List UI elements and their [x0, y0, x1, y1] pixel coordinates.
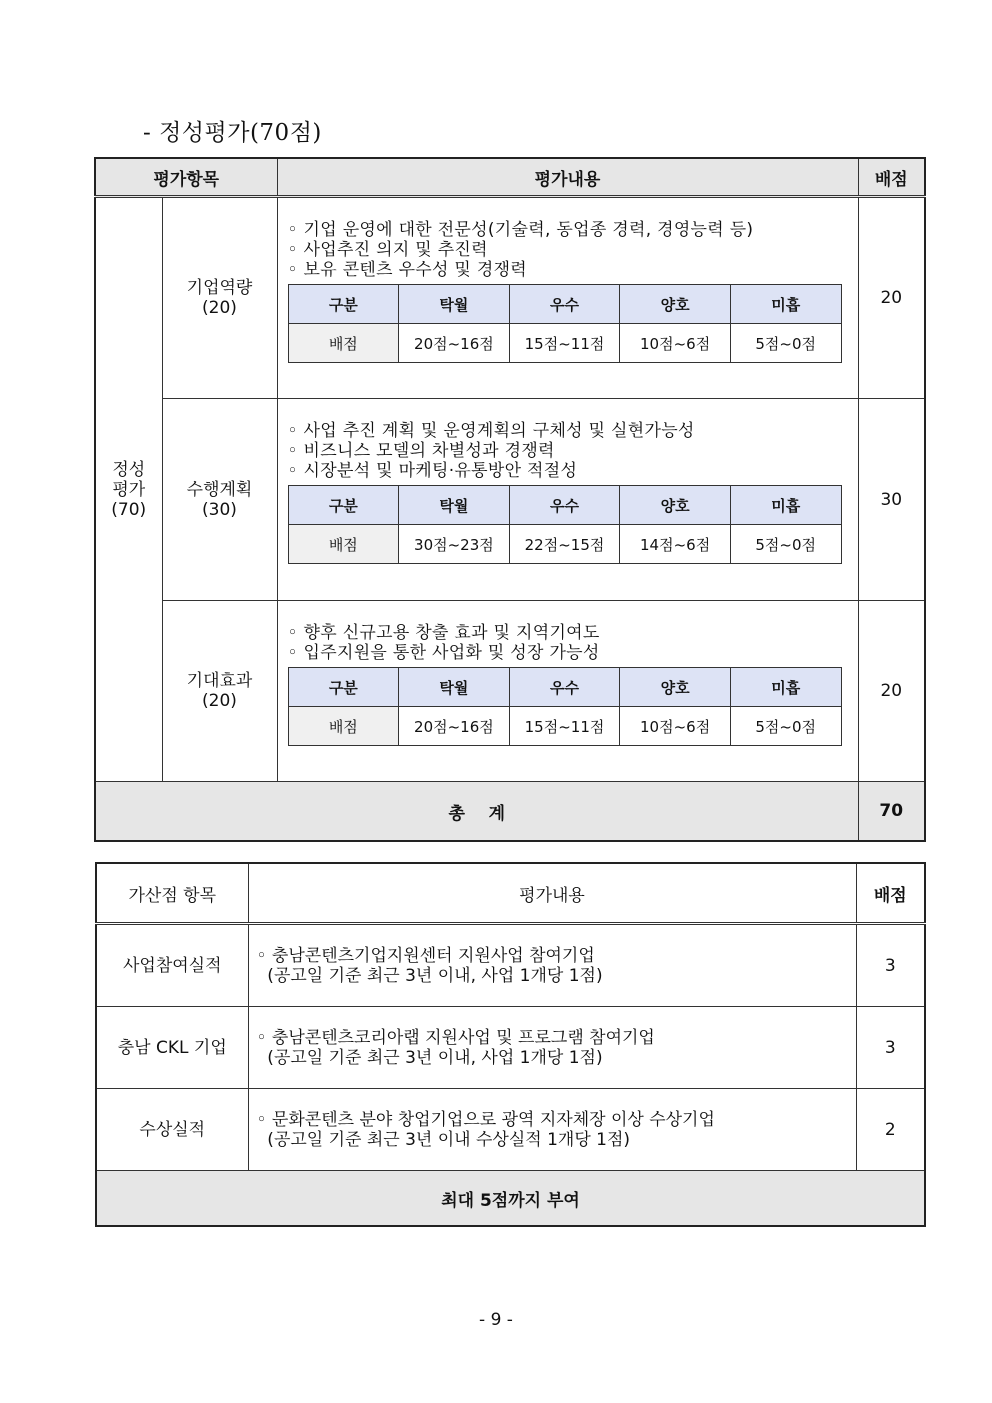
grade-value-cell: 10점~6점 — [620, 707, 731, 746]
grade-table — [288, 667, 842, 746]
criterion-name: 수행계획 (30) — [162, 399, 277, 601]
grade-header-cell: 탁월 — [399, 486, 510, 525]
bullet-item: ◦ 향후 신규고용 창출 효과 및 지역기여도 — [287, 623, 600, 643]
grade-header-cell: 구분 — [288, 486, 399, 525]
grade-header-cell: 우수 — [509, 285, 620, 324]
criterion-content — [277, 197, 858, 399]
header-content: 평가내용 — [277, 158, 858, 197]
criterion-score: 20 — [858, 197, 925, 399]
bullet-item: ◦ 비즈니스 모델의 차별성과 경쟁력 — [287, 441, 555, 461]
qualitative-evaluation-table — [94, 157, 926, 842]
grade-value-cell: 22점~15점 — [509, 525, 620, 564]
bonus-header-item: 가산점 항목 — [96, 863, 248, 924]
bullet-item: ◦ 입주지원을 통한 사업화 및 성장 가능성 — [287, 643, 600, 663]
section-heading: - 정성평가(70점) — [143, 120, 322, 146]
grade-header-cell: 양호 — [620, 668, 731, 707]
bonus-score: 2 — [856, 1089, 925, 1171]
grade-value-cell: 30점~23점 — [399, 525, 510, 564]
grade-header-cell: 미흡 — [730, 285, 841, 324]
grade-value-cell: 14점~6점 — [620, 525, 731, 564]
bullet-item: ◦ 사업추진 의지 및 추진력 — [287, 240, 488, 260]
bullet-item: ◦ 사업 추진 계획 및 운영계획의 구체성 및 실현가능성 — [287, 421, 695, 441]
grade-value-cell: 배점 — [288, 525, 399, 564]
bullet-item: ◦ 시장분석 및 마케팅·유통방안 적절성 — [287, 461, 578, 481]
criterion-name: 기대효과 (20) — [162, 601, 277, 782]
header-score: 배점 — [858, 158, 925, 197]
page-number: - 9 - — [479, 1310, 513, 1330]
bonus-points-table — [95, 862, 926, 1227]
grade-header-cell: 미흡 — [730, 668, 841, 707]
grade-header-cell: 양호 — [620, 486, 731, 525]
bonus-description: ◦ 충남콘텐츠기업지원센터 지원사업 참여기업 (공고일 기준 최근 3년 이내, 사업 1개당 1점) — [248, 924, 856, 1007]
grade-header-cell: 양호 — [620, 285, 731, 324]
grade-value-cell: 20점~16점 — [399, 324, 510, 363]
grade-header-cell: 탁월 — [399, 668, 510, 707]
bullet-item: ◦ 보유 콘텐츠 우수성 및 경쟁력 — [287, 260, 528, 280]
total-score: 70 — [858, 782, 925, 842]
total-label: 총 계 — [95, 782, 858, 842]
bullet-item: ◦ 기업 운영에 대한 전문성(기술력, 동업종 경력, 경영능력 등) — [287, 220, 754, 240]
grade-header-cell: 탁월 — [399, 285, 510, 324]
grade-value-cell: 배점 — [288, 324, 399, 363]
criterion-score: 20 — [858, 601, 925, 782]
grade-value-cell: 15점~11점 — [509, 324, 620, 363]
bonus-score: 3 — [856, 924, 925, 1007]
bonus-item: 충남 CKL 기업 — [96, 1007, 248, 1089]
bonus-item: 수상실적 — [96, 1089, 248, 1171]
grade-value-cell: 배점 — [288, 707, 399, 746]
grade-value-cell: 20점~16점 — [399, 707, 510, 746]
bonus-header-content: 평가내용 — [248, 863, 856, 924]
bonus-header-score: 배점 — [856, 863, 925, 924]
criterion-score: 30 — [858, 399, 925, 601]
grade-header-cell: 구분 — [288, 285, 399, 324]
bonus-item: 사업참여실적 — [96, 924, 248, 1007]
grade-value-cell: 5점~0점 — [730, 525, 841, 564]
grade-value-cell: 15점~11점 — [509, 707, 620, 746]
grade-value-cell: 5점~0점 — [730, 707, 841, 746]
bonus-description: ◦ 충남콘텐츠코리아랩 지원사업 및 프로그램 참여기업 (공고일 기준 최근 3년 이내, 사업 1개당 1점) — [248, 1007, 856, 1089]
criterion-name: 기업역량 (20) — [162, 197, 277, 399]
grade-header-cell: 미흡 — [730, 486, 841, 525]
grade-header-cell: 구분 — [288, 668, 399, 707]
grade-value-cell: 5점~0점 — [730, 324, 841, 363]
bonus-description: ◦ 문화콘텐츠 분야 창업기업으로 광역 지자체장 이상 수상기업 (공고일 기준 최근 3년 이내 수상실적 1개당 1점) — [248, 1089, 856, 1171]
criterion-content — [277, 399, 858, 601]
criterion-content — [277, 601, 858, 782]
grade-header-cell: 우수 — [509, 486, 620, 525]
grade-value-cell: 10점~6점 — [620, 324, 731, 363]
grade-table — [288, 485, 842, 564]
bonus-score: 3 — [856, 1007, 925, 1089]
group-label: 정성 평가 (70) — [95, 197, 162, 782]
header-item: 평가항목 — [95, 158, 277, 197]
grade-header-cell: 우수 — [509, 668, 620, 707]
grade-table — [288, 284, 842, 363]
bonus-footer: 최대 5점까지 부여 — [96, 1171, 925, 1227]
